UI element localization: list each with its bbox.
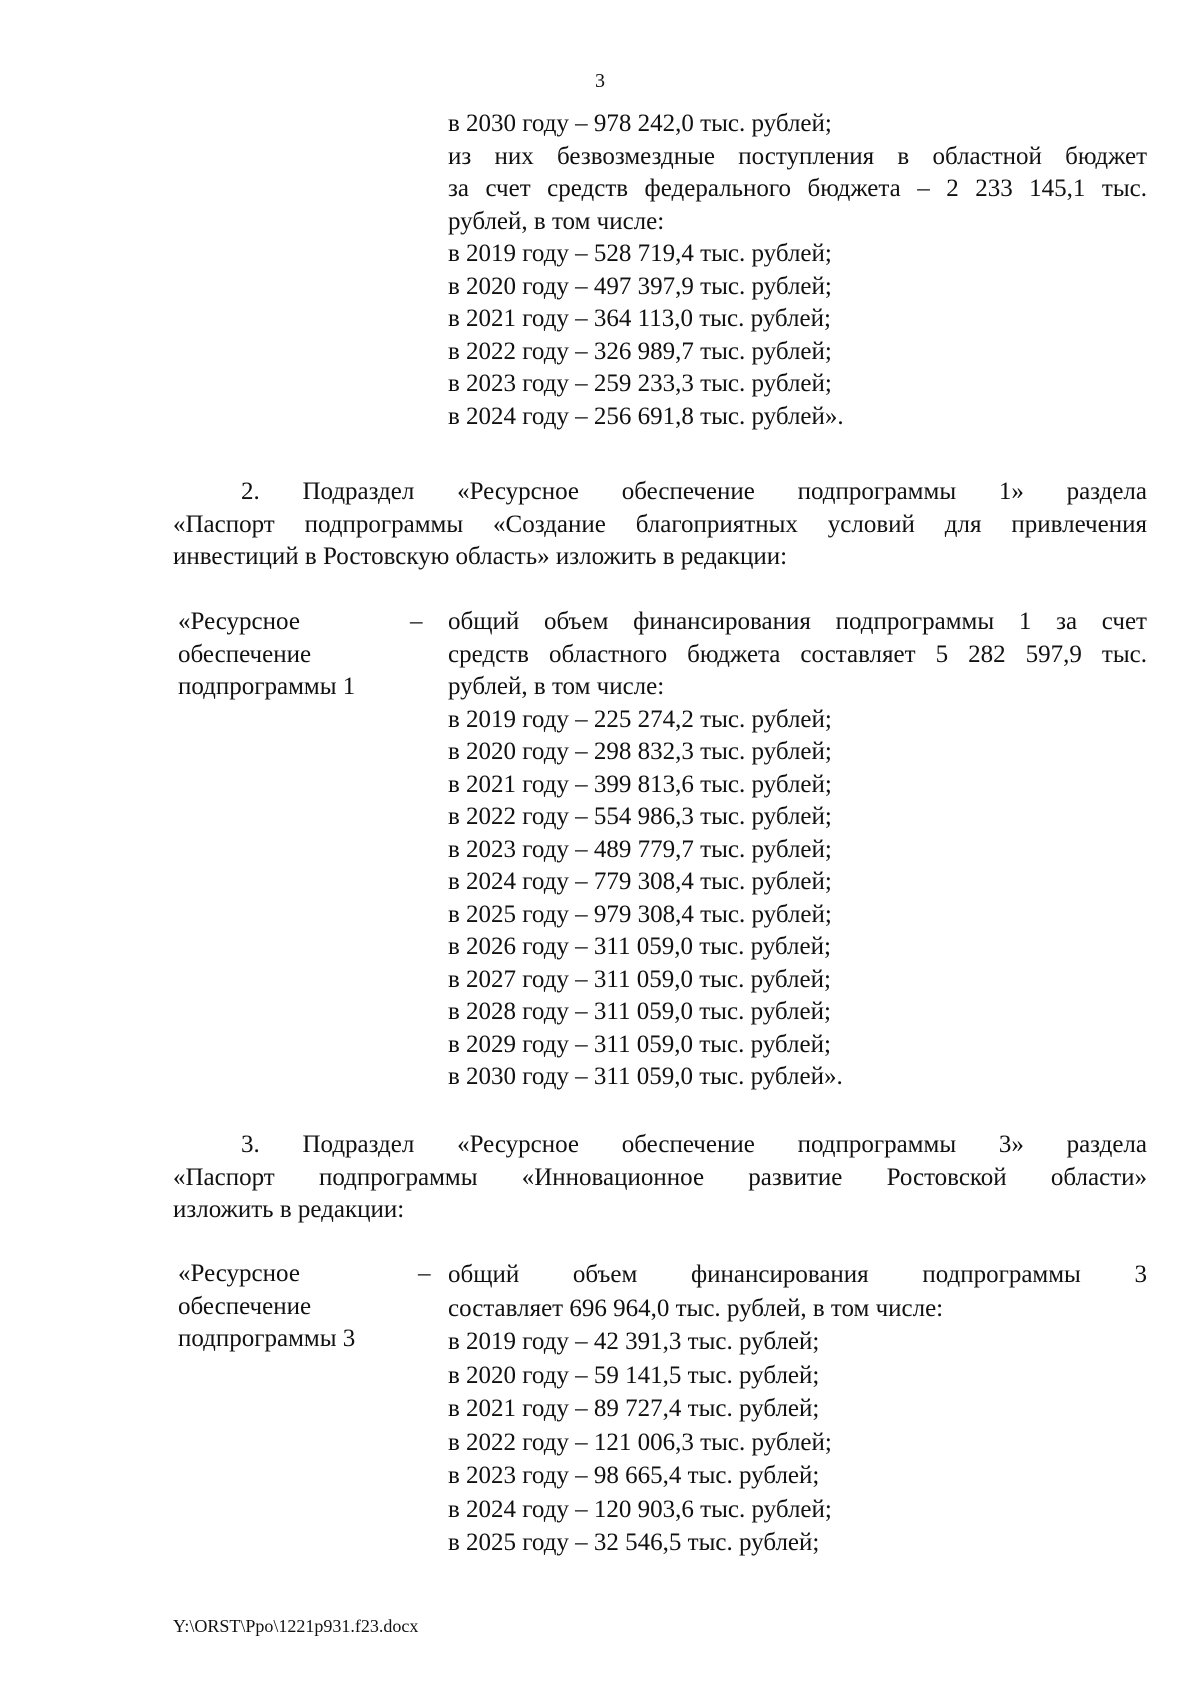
list-item: общий объем финансирования подпрограммы 3 [448, 1261, 1147, 1288]
paragraph-line: изложить в редакции: [173, 1196, 405, 1223]
section-2-label [178, 606, 408, 704]
list-item: в 2021 году – 364 113,0 тыс. рублей; [448, 305, 831, 332]
list-item: в 2025 году – 979 308,4 тыс. рублей; [448, 900, 832, 928]
paragraph-line: «Паспорт подпрограммы «Инновационное развитие Ростовской области» [173, 1163, 1147, 1191]
list-item: в 2021 году – 399 813,6 тыс. рублей; [448, 770, 832, 798]
list-item: составляет 696 964,0 тыс. рублей, в том числе: [448, 1294, 944, 1322]
list-item: в 2028 году – 311 059,0 тыс. рублей; [448, 998, 831, 1025]
list-item: в 2022 году – 554 986,3 тыс. рублей; [448, 803, 832, 830]
list-item: в 2019 году – 225 274,2 тыс. рублей; [448, 705, 832, 733]
list-item: в 2024 году – 256 691,8 тыс. рублей». [448, 402, 844, 430]
top-resource-list [448, 108, 1147, 433]
paragraph-line: «Паспорт подпрограммы «Создание благоприятных условий для привлечения [173, 510, 1147, 538]
footer-file-path: Y:\ORST\Ppo\1221p931.f23.docx [173, 1616, 419, 1636]
label-line: обеспечение [178, 640, 312, 668]
paragraph-line: 3. Подраздел «Ресурсное обеспечение подпрограммы 3» раздела [241, 1131, 1147, 1158]
list-item: в 2021 году – 89 727,4 тыс. рублей; [448, 1395, 820, 1422]
list-item: средств областного бюджета составляет 5 282 597,9 тыс. [448, 640, 1147, 668]
list-item: в 2023 году – 98 665,4 тыс. рублей; [448, 1462, 820, 1489]
list-item: в 2024 году – 779 308,4 тыс. рублей; [448, 868, 832, 895]
list-item: из них безвозмездные поступления в областной бюджет [448, 142, 1147, 170]
list-item: общий объем финансирования подпрограммы 1 за счет [448, 608, 1147, 635]
page-number: 3 [595, 70, 605, 92]
section-3-paragraph [173, 1129, 1147, 1227]
section-2-paragraph [173, 476, 1147, 574]
list-item: за счет средств федерального бюджета – 2 233 145,1 тыс. [448, 175, 1147, 202]
list-item: в 2022 году – 326 989,7 тыс. рублей; [448, 337, 832, 365]
label-line: «Ресурсное [178, 1260, 300, 1287]
list-item: рублей, в том числе: [448, 673, 665, 700]
section-2-dash: – [410, 608, 423, 635]
list-item: в 2025 году – 32 546,5 тыс. рублей; [448, 1529, 820, 1556]
list-item: в 2030 году – 978 242,0 тыс. рублей; [448, 110, 832, 137]
label-line: обеспечение [178, 1292, 312, 1320]
list-item: в 2023 году – 259 233,3 тыс. рублей; [448, 370, 832, 397]
list-item: в 2022 году – 121 006,3 тыс. рублей; [448, 1428, 832, 1456]
list-item: в 2024 году – 120 903,6 тыс. рублей; [448, 1495, 832, 1523]
list-item: в 2020 году – 298 832,3 тыс. рублей; [448, 738, 832, 765]
list-item: в 2019 году – 528 719,4 тыс. рублей; [448, 240, 832, 267]
section-3-value-list [448, 1258, 1147, 1560]
section-3-dash: – [418, 1260, 431, 1287]
list-item: в 2030 году – 311 059,0 тыс. рублей». [448, 1063, 843, 1090]
list-item: рублей, в том числе: [448, 207, 665, 235]
list-item: в 2026 году – 311 059,0 тыс. рублей; [448, 933, 831, 960]
section-3-label [178, 1258, 408, 1356]
list-item: в 2020 году – 59 141,5 тыс. рублей; [448, 1361, 820, 1389]
label-line: подпрограммы 1 [178, 673, 356, 700]
section-2-value-list [448, 606, 1147, 1094]
paragraph-line: инвестиций в Ростовскую область» изложить в редакции: [173, 543, 788, 570]
paragraph-line: 2. Подраздел «Ресурсное обеспечение подпрограммы 1» раздела [241, 478, 1147, 505]
label-line: подпрограммы 3 [178, 1325, 356, 1352]
list-item: в 2020 году – 497 397,9 тыс. рублей; [448, 272, 832, 300]
label-line: «Ресурсное [178, 608, 300, 635]
list-item: в 2019 году – 42 391,3 тыс. рублей; [448, 1328, 820, 1355]
list-item: в 2023 году – 489 779,7 тыс. рублей; [448, 835, 832, 863]
list-item: в 2029 году – 311 059,0 тыс. рублей; [448, 1030, 831, 1058]
list-item: в 2027 году – 311 059,0 тыс. рублей; [448, 965, 831, 993]
